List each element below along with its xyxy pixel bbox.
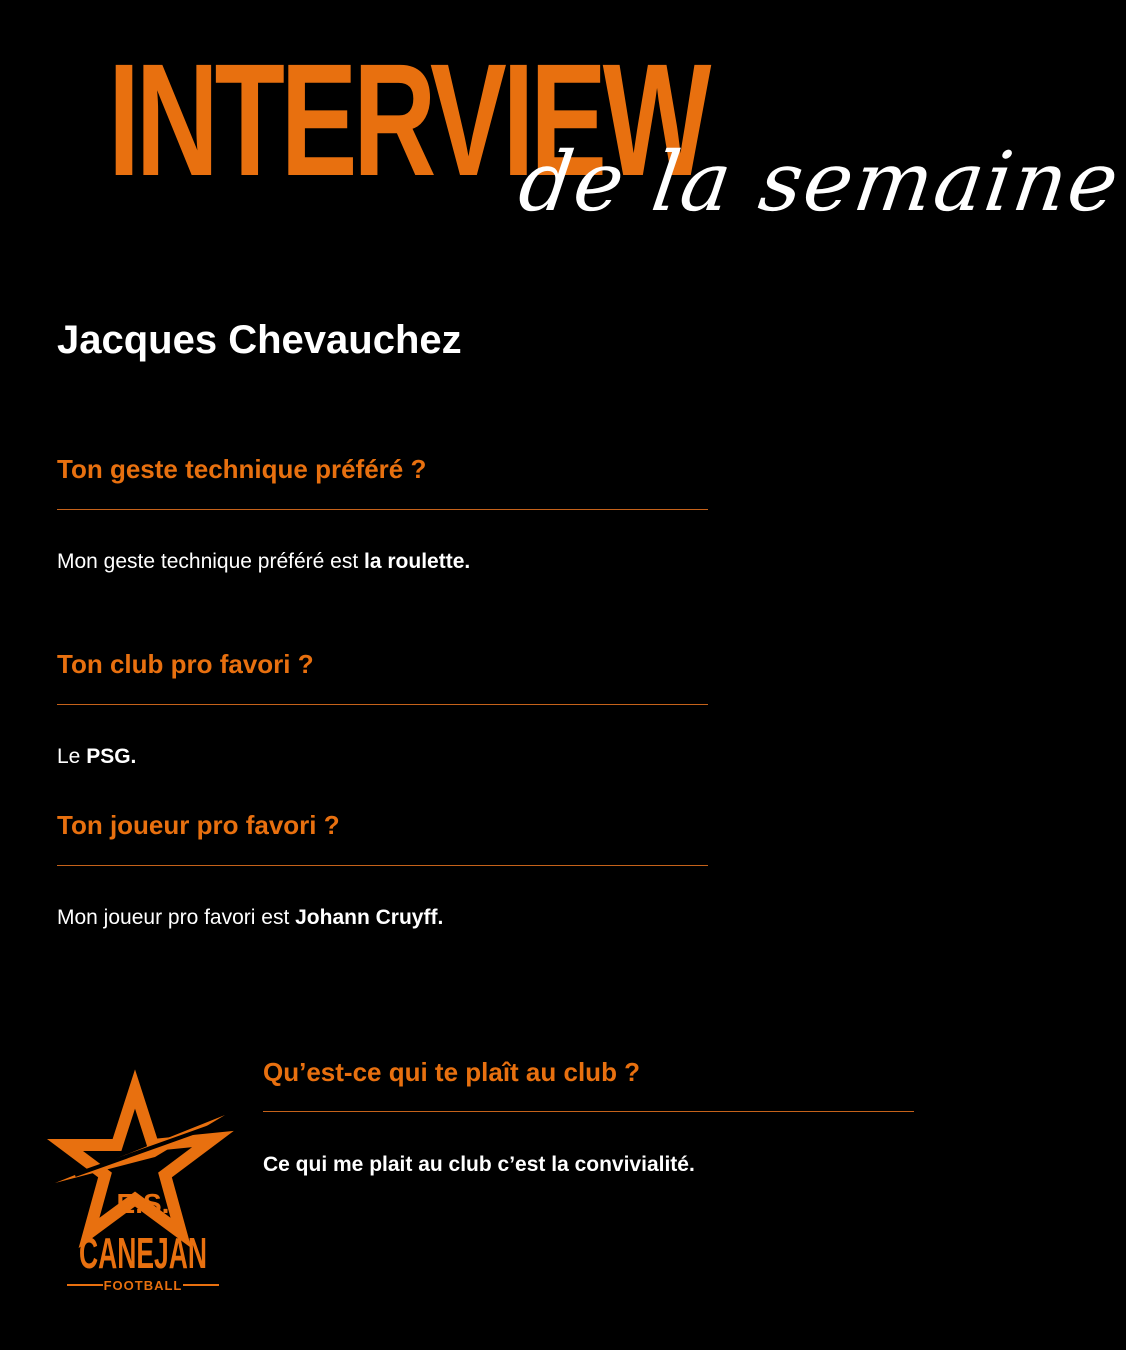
answer-2: Le PSG. — [57, 745, 137, 768]
divider — [57, 509, 708, 510]
divider — [57, 865, 708, 866]
page-title: INTERVIEW — [108, 30, 708, 209]
question-4: Qu’est-ce qui te plaît au club ? — [263, 1057, 641, 1087]
question-2: Ton club pro favori ? — [57, 649, 314, 679]
question-1: Ton geste technique préféré ? — [57, 454, 427, 484]
question-3: Ton joueur pro favori ? — [57, 810, 340, 840]
club-logo — [55, 1085, 230, 1300]
divider — [57, 704, 708, 705]
divider — [263, 1111, 914, 1112]
logo-line2: CANEJAN — [79, 1229, 207, 1278]
page-subtitle: de la semaine — [513, 135, 1126, 230]
logo-line3: FOOTBALL — [103, 1278, 183, 1293]
interviewee-name: Jacques Chevauchez — [57, 318, 462, 362]
answer-4: Ce qui me plait au club c’est la convivialité. — [263, 1153, 695, 1176]
answer-3: Mon joueur pro favori est Johann Cruyff. — [57, 906, 444, 929]
logo-line1: E.S. — [116, 1188, 170, 1219]
answer-1: Mon geste technique préféré est la roulette. — [57, 550, 471, 573]
